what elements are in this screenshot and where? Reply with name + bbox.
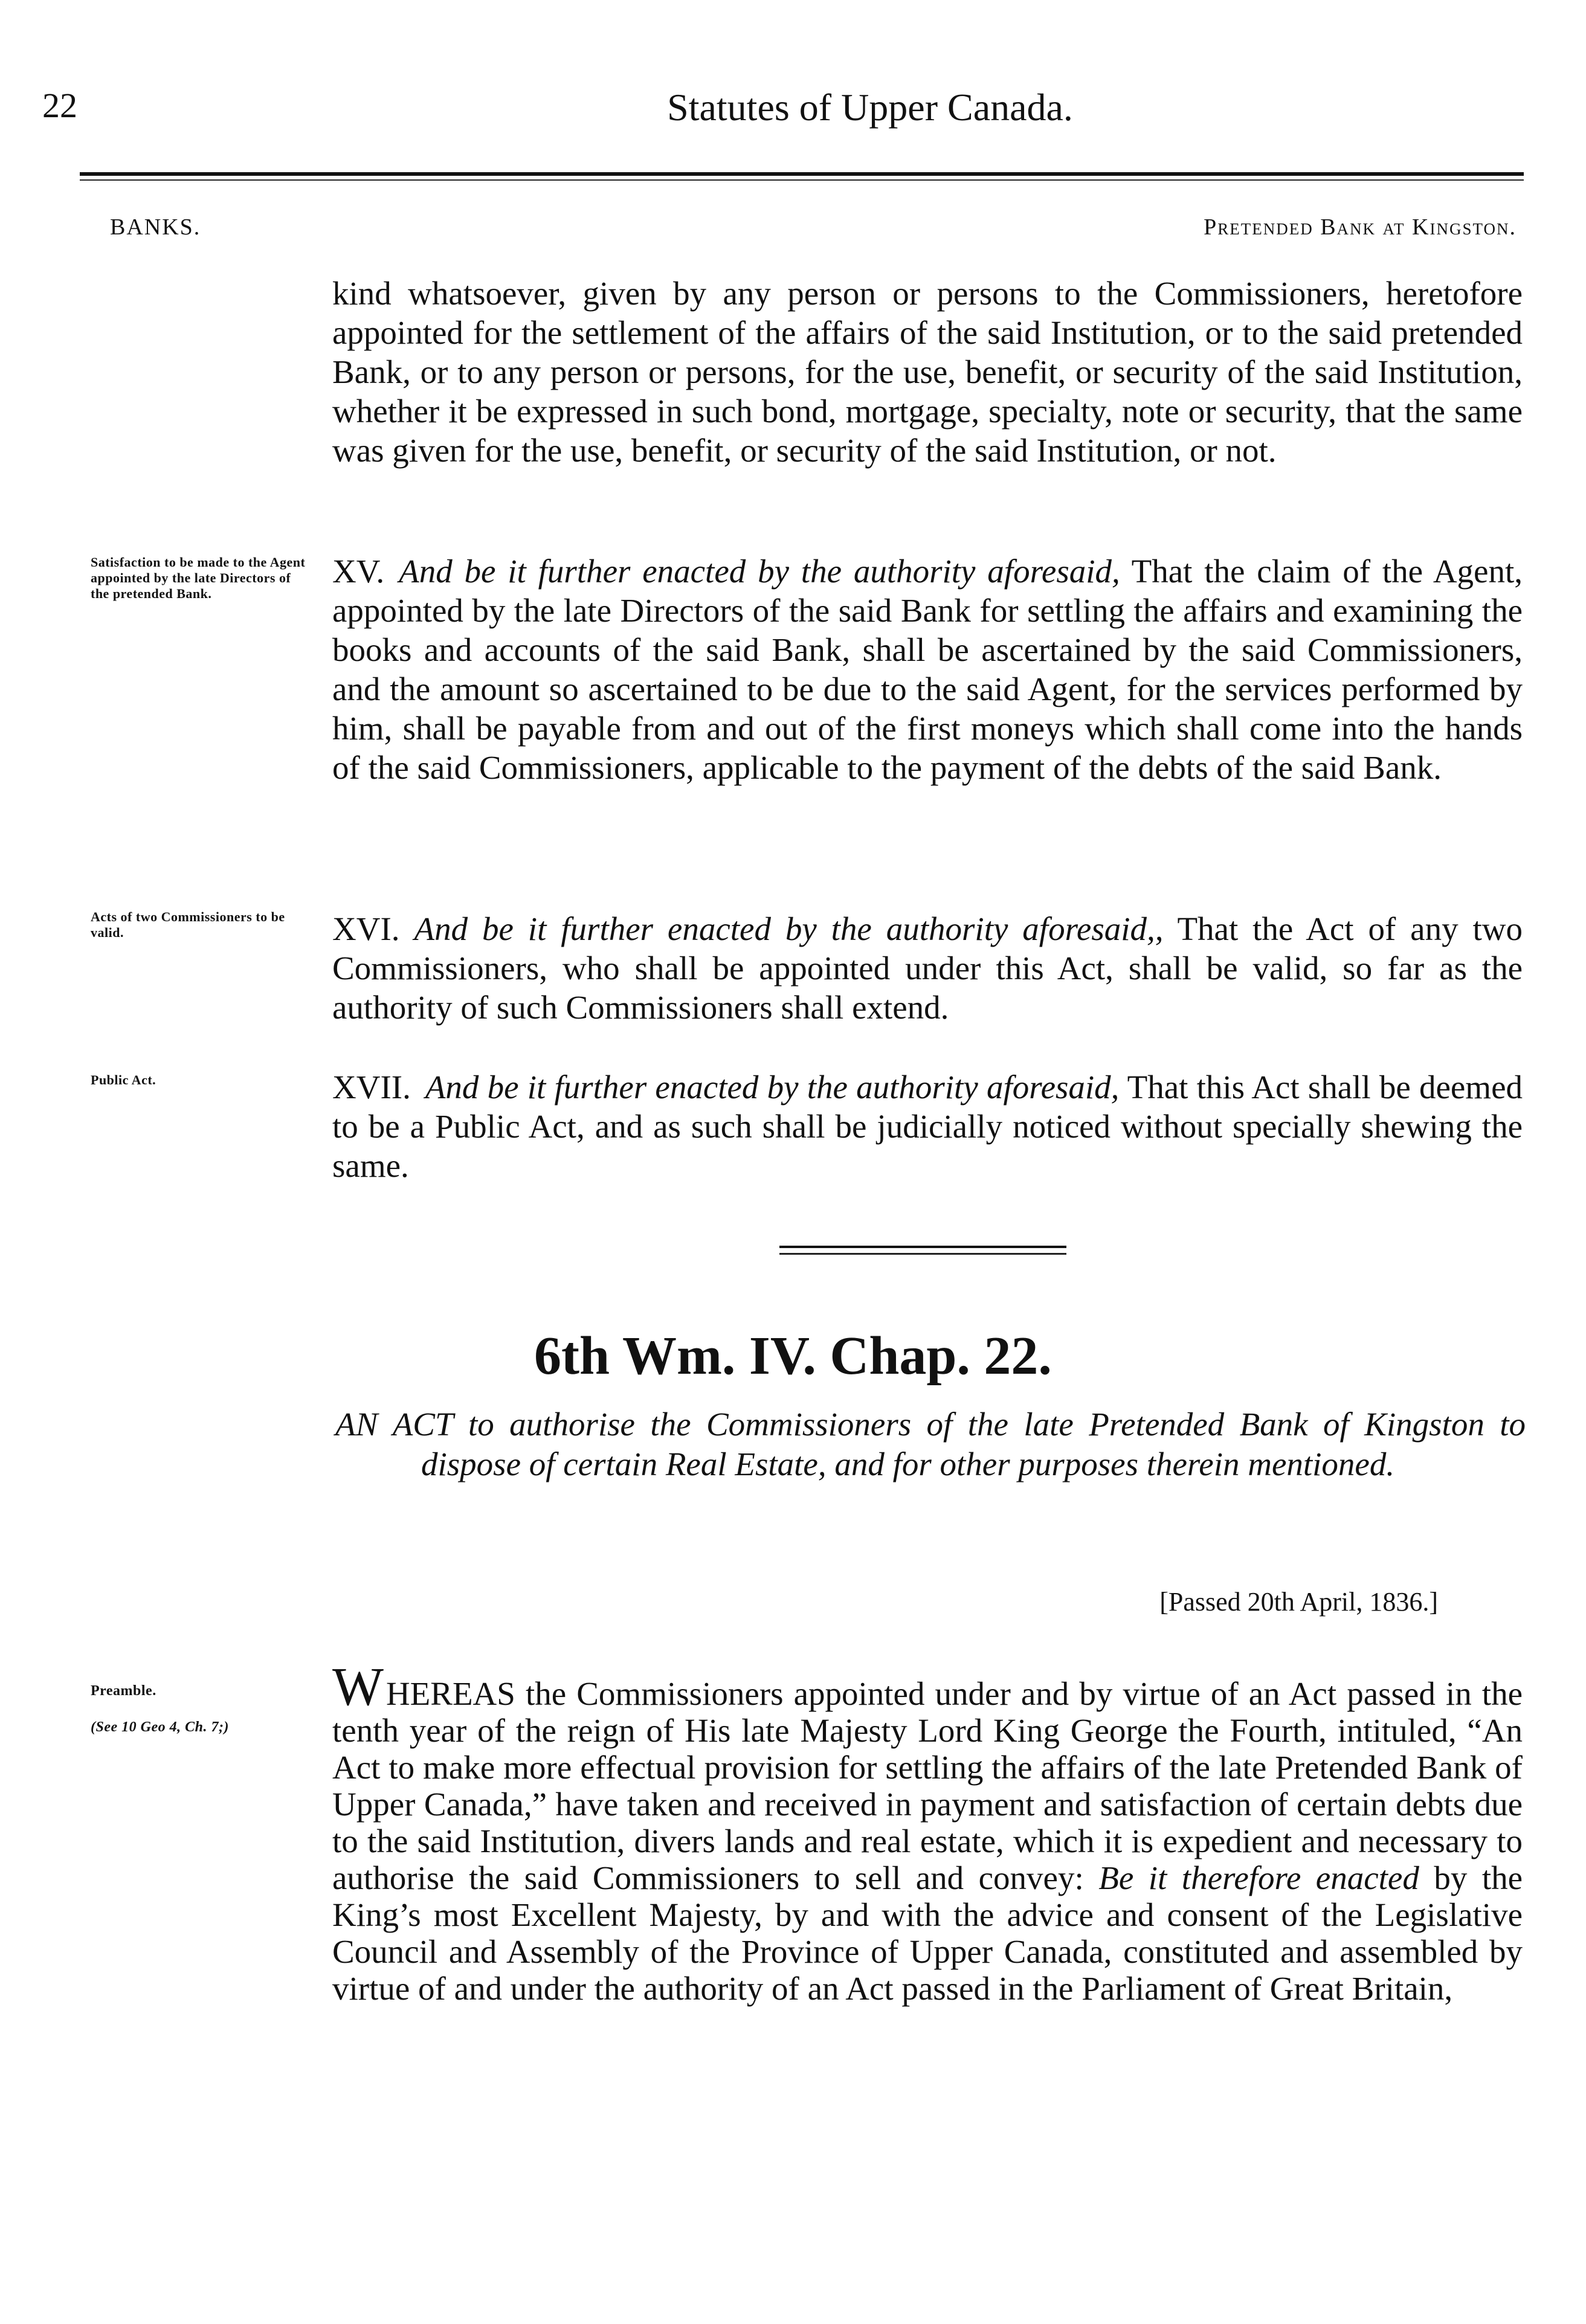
header-rule-thin bbox=[80, 179, 1524, 181]
section-head-left: BANKS. bbox=[110, 214, 201, 240]
section-text: That the claim of the Agent, appointed by the late Directors of the said Bank for settling the affairs and examining the books and accounts of the said Bank, shall be ascertained by the said Commissioners, and the amount so ascertained to be due to the said Agent, for the services performed by him, shall be payable from and out of the first moneys which shall come into the hands of the said Commissioners, applicable to the payment of the debts of the said Bank. bbox=[332, 553, 1523, 786]
margin-note-section-xv: Satisfaction to be made to the Agent appointed by the late Directors of the pretended Bank. bbox=[91, 555, 306, 601]
act-title bbox=[335, 1405, 1526, 1484]
section-xv bbox=[332, 552, 1523, 787]
margin-note-preamble: Preamble. bbox=[91, 1683, 156, 1699]
section-text: That the Act of any two Commissioners, who shall be appointed under this Act, shall be valid, so far as the authority of such Commissioners shall extend. bbox=[332, 910, 1523, 1026]
section-intro: And be it further enacted by the authority aforesaid, bbox=[399, 553, 1120, 590]
margin-note-section-xvii: Public Act. bbox=[91, 1072, 156, 1087]
continuation-paragraph: kind whatsoever, given by any person or persons to the Commissioners, heretofore appointed for the settlement of the affairs of the said Institution, or to the said pretended Bank, or to any person or persons, for the use, benefit, or security of the said Institution, whether it be expressed in such bond, mortgage, specialty, note or security, that the same was given for the use, benefit, or security of the said Institution, or not. bbox=[332, 275, 1523, 469]
section-intro: And be it further enacted by the authority aforesaid,, bbox=[414, 910, 1164, 947]
section-number: XV. bbox=[332, 553, 385, 590]
section-number: XVII. bbox=[332, 1069, 411, 1106]
page-number: 22 bbox=[42, 86, 77, 125]
act-title-lead: AN ACT bbox=[335, 1406, 453, 1443]
section-head-right: Pretended Bank at Kingston. bbox=[1204, 214, 1517, 240]
chapter-title: 6th Wm. IV. Chap. 22. bbox=[534, 1326, 1052, 1386]
drop-cap: W bbox=[332, 1657, 384, 1717]
section-xvii bbox=[332, 1067, 1523, 1185]
passed-date: [Passed 20th April, 1836.] bbox=[1159, 1587, 1438, 1617]
header-rule bbox=[80, 172, 1524, 176]
section-intro: And be it further enacted by the authority aforesaid, bbox=[425, 1069, 1120, 1106]
section-divider bbox=[779, 1246, 1066, 1248]
section-number: XVI. bbox=[332, 910, 400, 947]
preamble-text: HEREAS the Commissioners appointed under and by virtue of an Act passed in the tenth year of the reign of His late Majesty Lord King George the Fourth, intituled, “An Act to make more effectual provision for settling the affairs of the late Pretended Bank of Upper Canada,” have taken and received in payment and satisfaction of certain debts due to the said Institution, divers lands and real estate, which it is expedient and necessary to authorise the said Commissioners to sell and convey: bbox=[332, 1675, 1523, 1896]
preamble-paragraph bbox=[332, 1657, 1523, 2007]
preamble-text-continued: by the King’s most Excellent Majesty, by and with the advice and consent of the Legislative Council and Assembly of the Province of Upper Canada, constituted and assembled by virtue of and under the authority of an Act passed in the Parliament of Great Britain, bbox=[332, 1859, 1523, 2007]
running-title: Statutes of Upper Canada. bbox=[667, 86, 1073, 129]
section-divider-thin bbox=[779, 1253, 1066, 1255]
section-xvi bbox=[332, 909, 1523, 1027]
enacting-phrase: Be it therefore enacted bbox=[1098, 1859, 1419, 1896]
margin-note-reference: (See 10 Geo 4, Ch. 7;) bbox=[91, 1719, 229, 1735]
margin-note-section-xvi: Acts of two Commissioners to be valid. bbox=[91, 909, 285, 940]
section-text: That this Act shall be deemed to be a Public Act, and as such shall be judicially noticed without specially shewing the same. bbox=[332, 1069, 1523, 1184]
act-title-text: to authorise the Commissioners of the late Pretended Bank of Kingston to dispose of certain Real Estate, and for other purposes therein mentioned. bbox=[421, 1406, 1526, 1482]
